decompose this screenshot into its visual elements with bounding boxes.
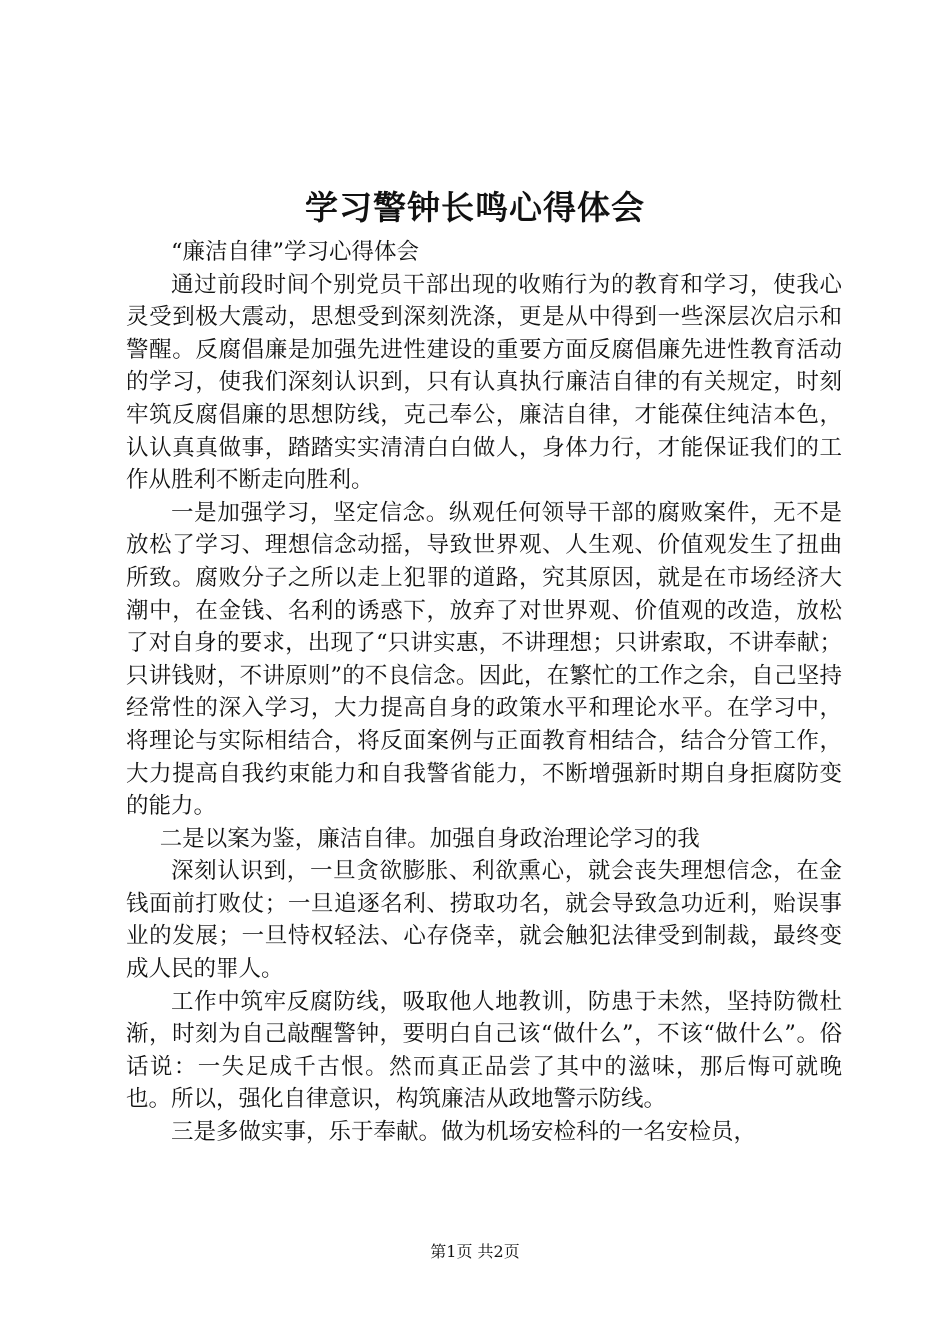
paragraph-subtitle: “廉洁自律”学习心得体会	[171, 239, 420, 265]
paragraph-point-one: 一是加强学习，坚定信念。纵观任何领导干部的腐败案件，无不是放松了学习、理想信念动摇，导致世界观、人生观、价值观发生了扭曲所致。腐败分子之所以走上犯罪的道路，究其原因，就是在市场经济大潮中，在金钱、名利的诱惑下，放弃了对世界观、价值观的改造，放松了对自身的要求，出现了“只讲实惠，不讲理想；只讲索取，不讲奉献；只讲钱财，不讲原则”的不良信念。因此，在繁忙的工作之余，自己坚持经常性的深入学习，大力提高自身的政策水平和理论水平。在学习中，将理论与实际相结合，将反面案例与正面教育相结合，结合分管工作，大力提高自我约束能力和自我警省能力，不断增强新时期自身拒腐防变的能力。	[126, 499, 842, 820]
paragraph-work-defense: 工作中筑牢反腐防线，吸取他人地教训，防患于未然，坚持防微杜渐，时刻为自己敲醒警钟，要明白自己该“做什么”，不该“做什么”。俗话说：一失足成千古恨。然而真正品尝了其中的滋味，那后悔可就晚也。所以，强化自律意识，构筑廉洁从政地警示防线。	[126, 988, 842, 1113]
paragraph-intro: 通过前段时间个别党员干部出现的收贿行为的教育和学习，使我心灵受到极大震动，思想受到深刻洗涤，更是从中得到一些深层次启示和警醒。反腐倡廉是加强先进性建设的重要方面反腐倡廉先进性教育活动的学习，使我们深刻认识到，只有认真执行廉洁自律的有关规定，时刻牢筑反腐倡廉的思想防线，克己奉公，廉洁自律，才能葆住纯洁本色，认认真真做事，踏踏实实清清白白做人，身体力行，才能保证我们的工作从胜利不断走向胜利。	[126, 271, 842, 494]
paragraph-point-two-continued: 深刻认识到，一旦贪欲膨胀、利欲熏心，就会丧失理想信念，在金钱面前打败仗；一旦追逐名利、捞取功名，就会导致急功近利，贻误事业的发展；一旦恃权轻法、心存侥幸，就会触犯法律受到制裁，最终变成人民的罪人。	[126, 858, 842, 983]
document-body	[126, 236, 842, 1149]
document-title: 学习警钟长鸣心得体会	[305, 188, 645, 227]
page-number-footer: 第1页 共2页	[430, 1242, 520, 1261]
paragraph-point-three: 三是多做实事，乐于奉献。做为机场安检科的一名安检员，	[171, 1119, 757, 1146]
paragraph-point-two: 二是以案为鉴，廉洁自律。加强自身政治理论学习的我	[159, 825, 700, 852]
